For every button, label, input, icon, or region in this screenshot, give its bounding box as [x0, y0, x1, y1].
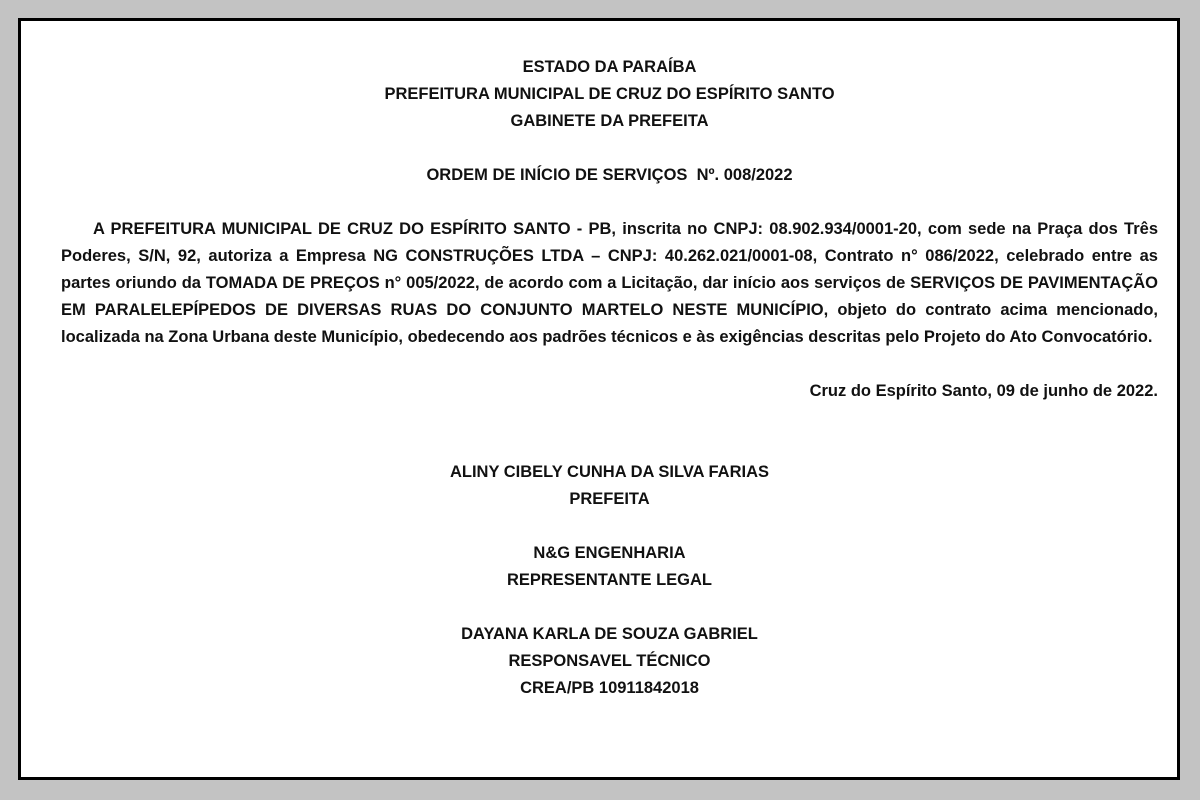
document-content: [61, 54, 1158, 702]
document-body: A PREFEITURA MUNICIPAL DE CRUZ DO ESPÍRITO SANTO - PB, inscrita no CNPJ: 08.902.934/0001-20, com sede na Praça dos Três Poderes, S/N, 92, autoriza a Empresa NG CONSTRUÇÕES LTDA – CNPJ: 40.262.021/0001-08, Contrato n° 086/2022, celebrado entre as partes oriundo da TOMADA DE PREÇOS n° 005/2022, de acordo com a Licitação, dar início aos serviços de SERVIÇOS DE PAVIMENTAÇÃO EM PARALELEPÍPEDOS DE DIVERSAS RUAS DO CONJUNTO MARTELO NESTE MUNICÍPIO, objeto do contrato acima mencionado, localizada na Zona Urbana deste Município, obedecendo aos padrões técnicos e às exigências descritas pelo Projeto do Ato Convocatório.: [61, 220, 1158, 346]
signature-role: RESPONSAVEL TÉCNICO: [508, 652, 711, 670]
signature-company: [61, 540, 1158, 594]
signature-role: REPRESENTANTE LEGAL: [506, 571, 713, 589]
document-page: [18, 18, 1180, 780]
signature-mayor: [61, 459, 1158, 513]
signature-registration: CREA/PB 10911842018: [520, 679, 699, 697]
header-state: ESTADO DA PARAÍBA: [522, 58, 697, 76]
signature-technical: [61, 621, 1158, 702]
signature-name: N&G ENGENHARIA: [533, 544, 686, 562]
signature-name: ALINY CIBELY CUNHA DA SILVA FARIAS: [449, 463, 770, 481]
header-office: GABINETE DA PREFEITA: [510, 112, 709, 130]
header-municipality: PREFEITURA MUNICIPAL DE CRUZ DO ESPÍRITO SANTO: [384, 85, 835, 103]
document-title: ORDEM DE INÍCIO DE SERVIÇOS Nº. 008/2022: [426, 166, 793, 184]
document-date: Cruz do Espírito Santo, 09 de junho de 2022.: [809, 382, 1158, 400]
document-header: [61, 54, 1158, 135]
signature-name: DAYANA KARLA DE SOUZA GABRIEL: [461, 625, 758, 643]
signature-role: PREFEITA: [569, 490, 650, 508]
